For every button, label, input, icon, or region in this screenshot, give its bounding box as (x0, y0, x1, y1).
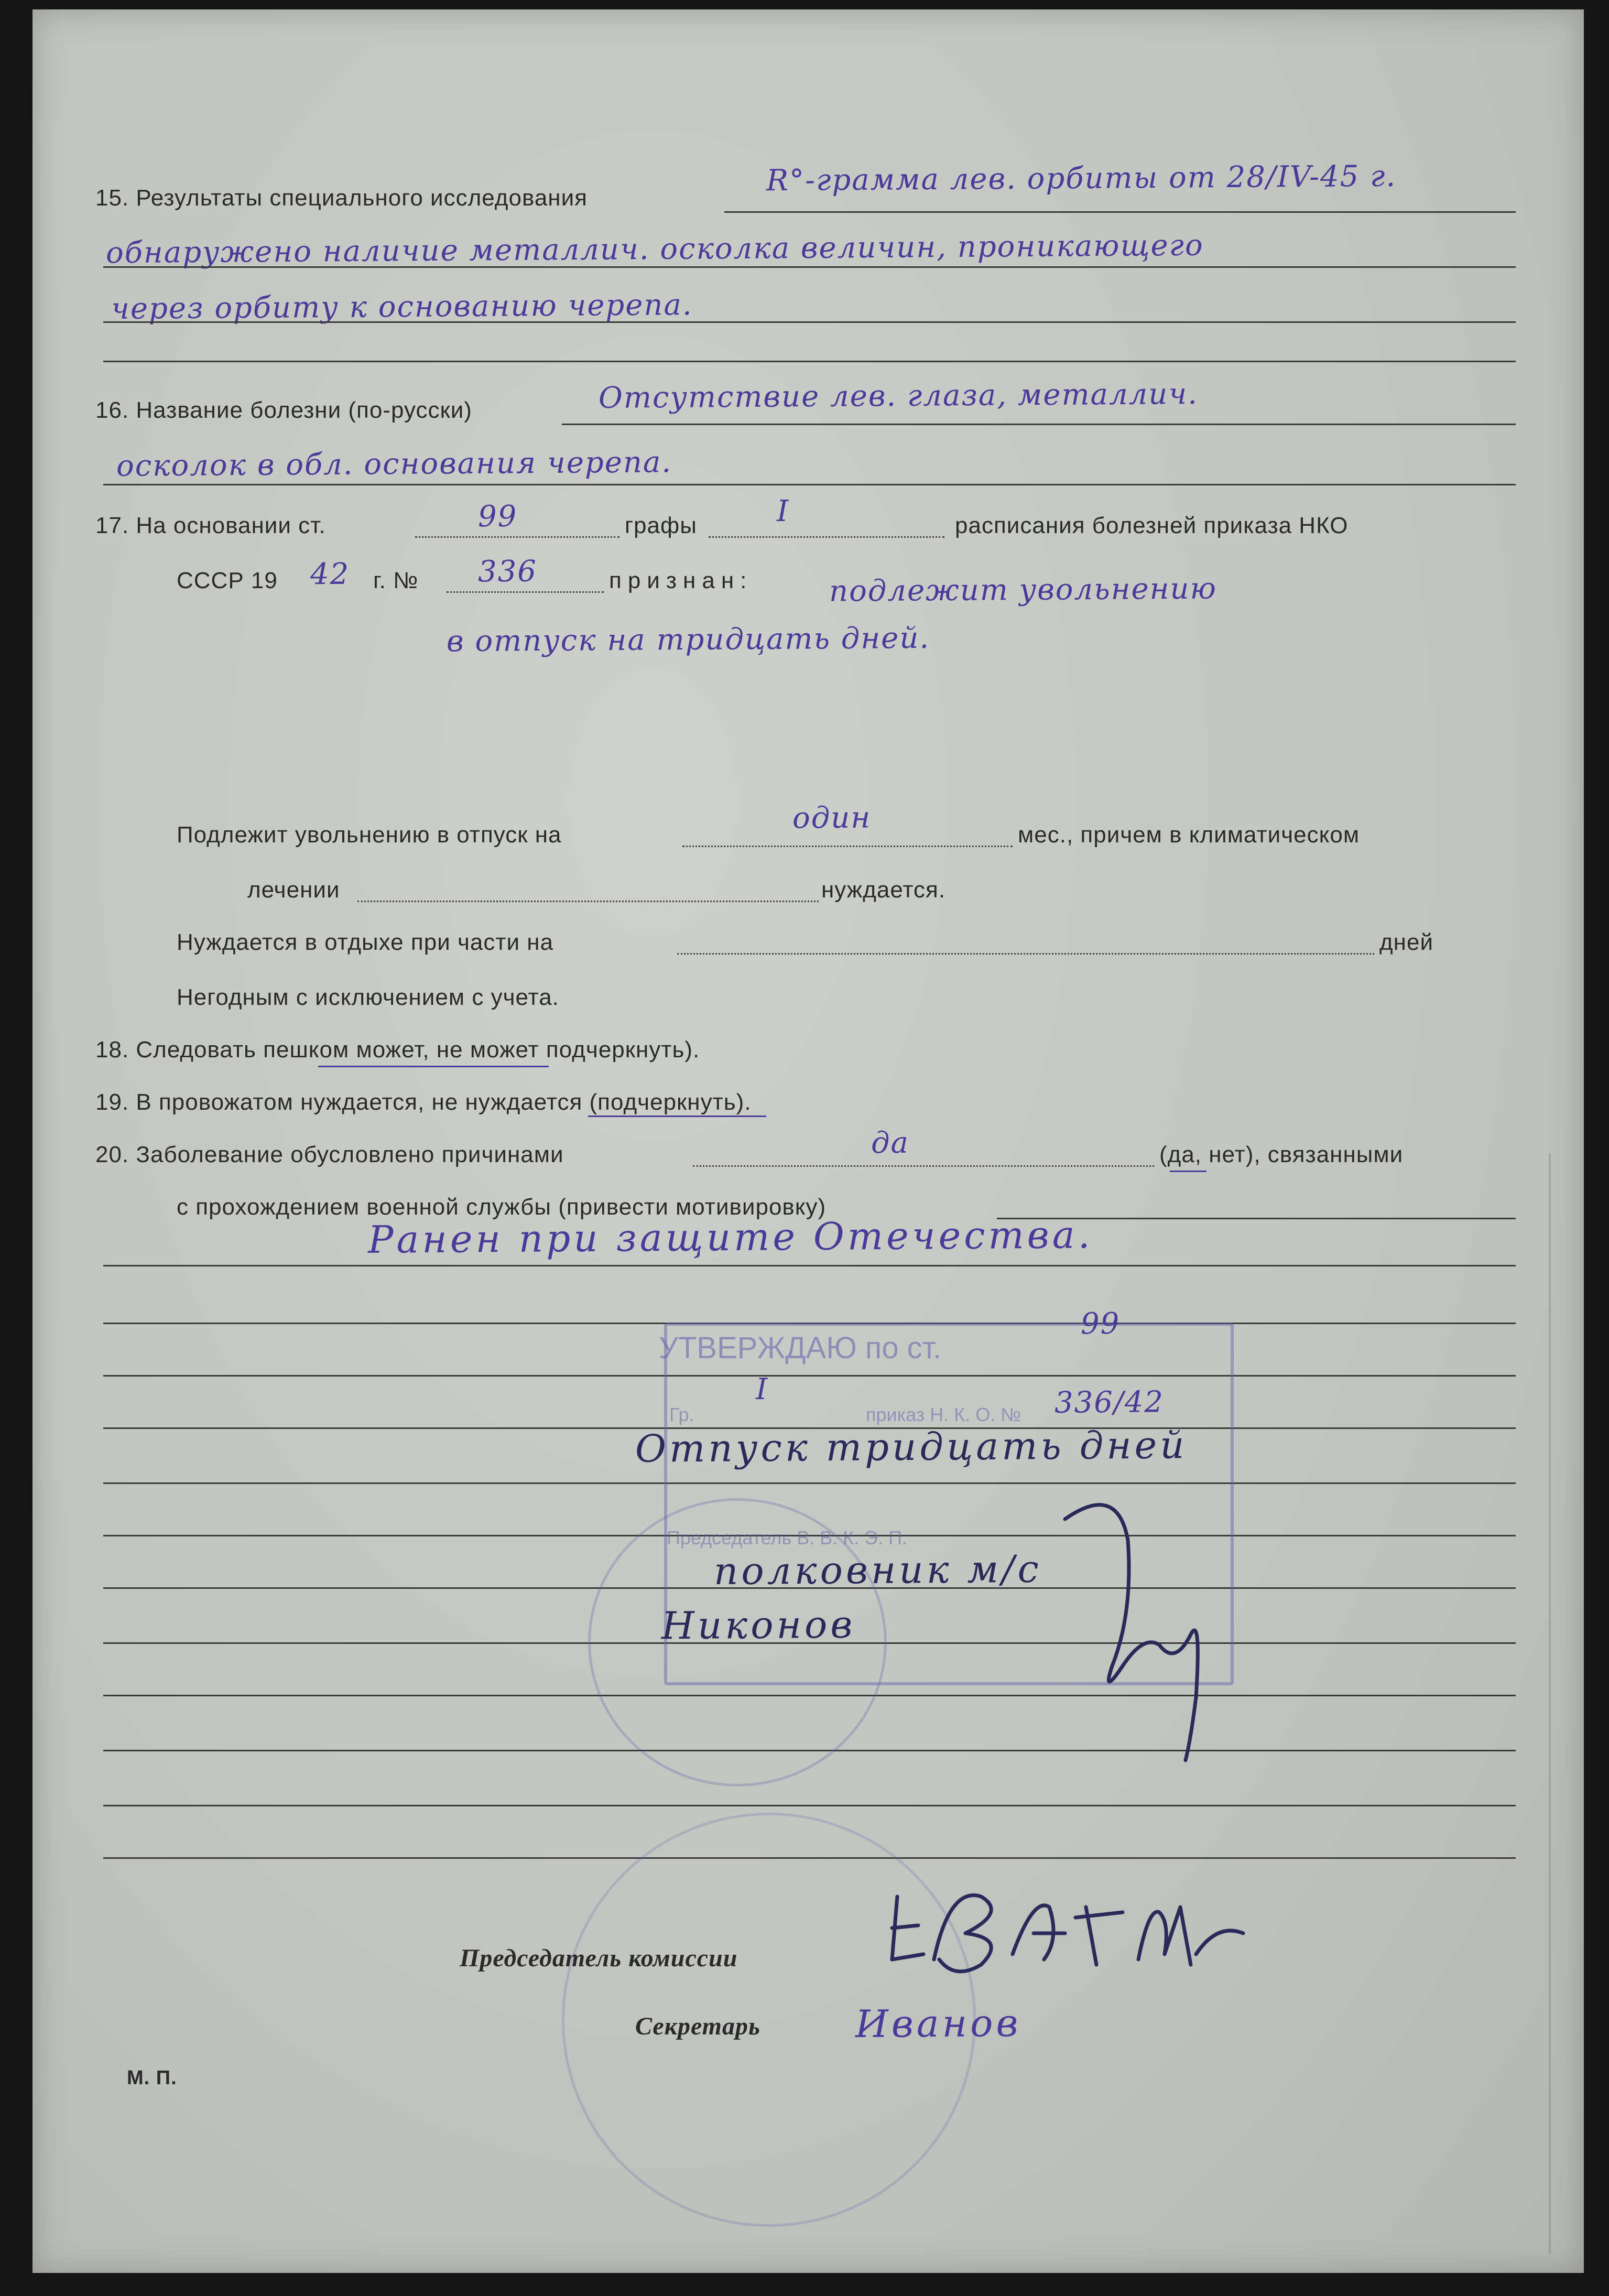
item17-sssr: СССР 19 (177, 568, 278, 593)
leave-line1-end: мес., причем в климатическом (1018, 822, 1360, 848)
document-page (32, 9, 1584, 2273)
leave-line2-start: лечении (247, 877, 340, 903)
item20-hand: Ранен при защите Отечества. (367, 1212, 1093, 1262)
leave-line3-start: Нуждается в отдыхе при части на (177, 929, 554, 955)
stamp-hand-rank: полковник м/с (713, 1546, 1042, 1594)
item17-priznan: признан: (609, 568, 753, 593)
leave-months-line (682, 846, 1013, 847)
item18-underline (318, 1066, 549, 1067)
item17-article-line (415, 536, 619, 538)
item17-order-line (447, 591, 604, 593)
item15-hand-line3: через орбиту к основанию черепа. (111, 288, 693, 326)
item16-hand-line1: Отсутствие лев. глаза, металлич. (598, 377, 1199, 415)
stamp-article: 99 (1080, 1306, 1121, 1341)
leave-climate-line (357, 901, 819, 902)
leave-line3-end: дней (1379, 929, 1434, 955)
item17-decision-line2: в отпуск на тридцать дней. (446, 621, 930, 659)
paper-fold (1549, 1153, 1551, 2254)
item17-label-start: 17. На основании ст. (95, 513, 326, 538)
item17-order-no: 336 (477, 554, 538, 589)
leave-months: один (792, 800, 872, 836)
secretary-signature: Иванов (855, 2000, 1021, 2046)
item16-hand-line2: осколок в обл. основания черепа. (116, 445, 672, 483)
secretary-label: Секретарь (635, 2012, 760, 2040)
mp-label: М. П. (127, 2067, 177, 2089)
rule (103, 266, 1516, 268)
item18: 18. Следовать пешком может, не может подчеркнуть). (95, 1037, 700, 1063)
stamp-hand-name: Никонов (661, 1602, 856, 1648)
chairman-label: Председатель комиссии (460, 1944, 738, 1972)
rule (103, 361, 1516, 362)
stamp-gr: Гр. (669, 1404, 694, 1425)
stamp-predsedatel: Председатель В. В. К. Э. П. (667, 1527, 908, 1548)
item15-label: 15. Результаты специального исследования (95, 185, 588, 211)
stamp-hand-line1: Отпуск тридцать дней (635, 1423, 1188, 1471)
item20-line2: с прохождением военной службы (привести мотивировку) (177, 1194, 827, 1220)
stamp-title: УТВЕРЖДАЮ по ст. (659, 1331, 941, 1365)
leave-line2-end: нуждается. (821, 877, 946, 903)
item20-da-underline (1170, 1171, 1206, 1172)
item15-hand-line1: R°-грамма лев. орбиты от 28/IV-45 г. (766, 159, 1397, 198)
item17-label-end: расписания болезней приказа НКО (955, 513, 1349, 538)
leave-rest-line (677, 953, 1374, 955)
item17-grafa-line (709, 536, 944, 538)
rule (103, 321, 1516, 323)
item15-rule (724, 211, 1516, 213)
item20-label-end: (да, нет), связанными (1159, 1142, 1404, 1167)
leave-line4: Негодным с исключением с учета. (177, 984, 559, 1010)
rule (103, 1265, 1516, 1266)
rule (103, 1805, 1516, 1806)
item20-answer: да (871, 1125, 910, 1161)
stamp-grafa: I (755, 1372, 769, 1407)
stamp-signature (1054, 1477, 1264, 1771)
rule (103, 484, 1516, 485)
item17-decision-line1: подлежит увольнению (829, 571, 1217, 609)
item17-year: 42 (310, 557, 350, 592)
chairman-signature (876, 1876, 1254, 2012)
stamp-order: 336/42 (1054, 1385, 1165, 1420)
item15-hand-line2: обнаружено наличие металлич. осколка величин, проникающего (105, 228, 1204, 270)
item20-answer-line (693, 1165, 1154, 1167)
item19: 19. В провожатом нуждается, не нуждается (подчеркнуть). (95, 1089, 752, 1115)
leave-line1-start: Подлежит увольнению в отпуск на (177, 822, 562, 848)
item17-article: 99 (477, 499, 518, 534)
stamp-prikaz: приказ Н. К. О. № (866, 1404, 1021, 1425)
item19-underline (588, 1115, 766, 1117)
item17-g-no: г. № (373, 568, 419, 593)
item17-grafa-value: I (776, 494, 790, 529)
item17-grafy: графы (625, 513, 697, 538)
item16-rule (562, 424, 1516, 425)
item20-label-start: 20. Заболевание обусловлено причинами (95, 1142, 564, 1167)
item16-label: 16. Название болезни (по-русски) (95, 397, 472, 423)
